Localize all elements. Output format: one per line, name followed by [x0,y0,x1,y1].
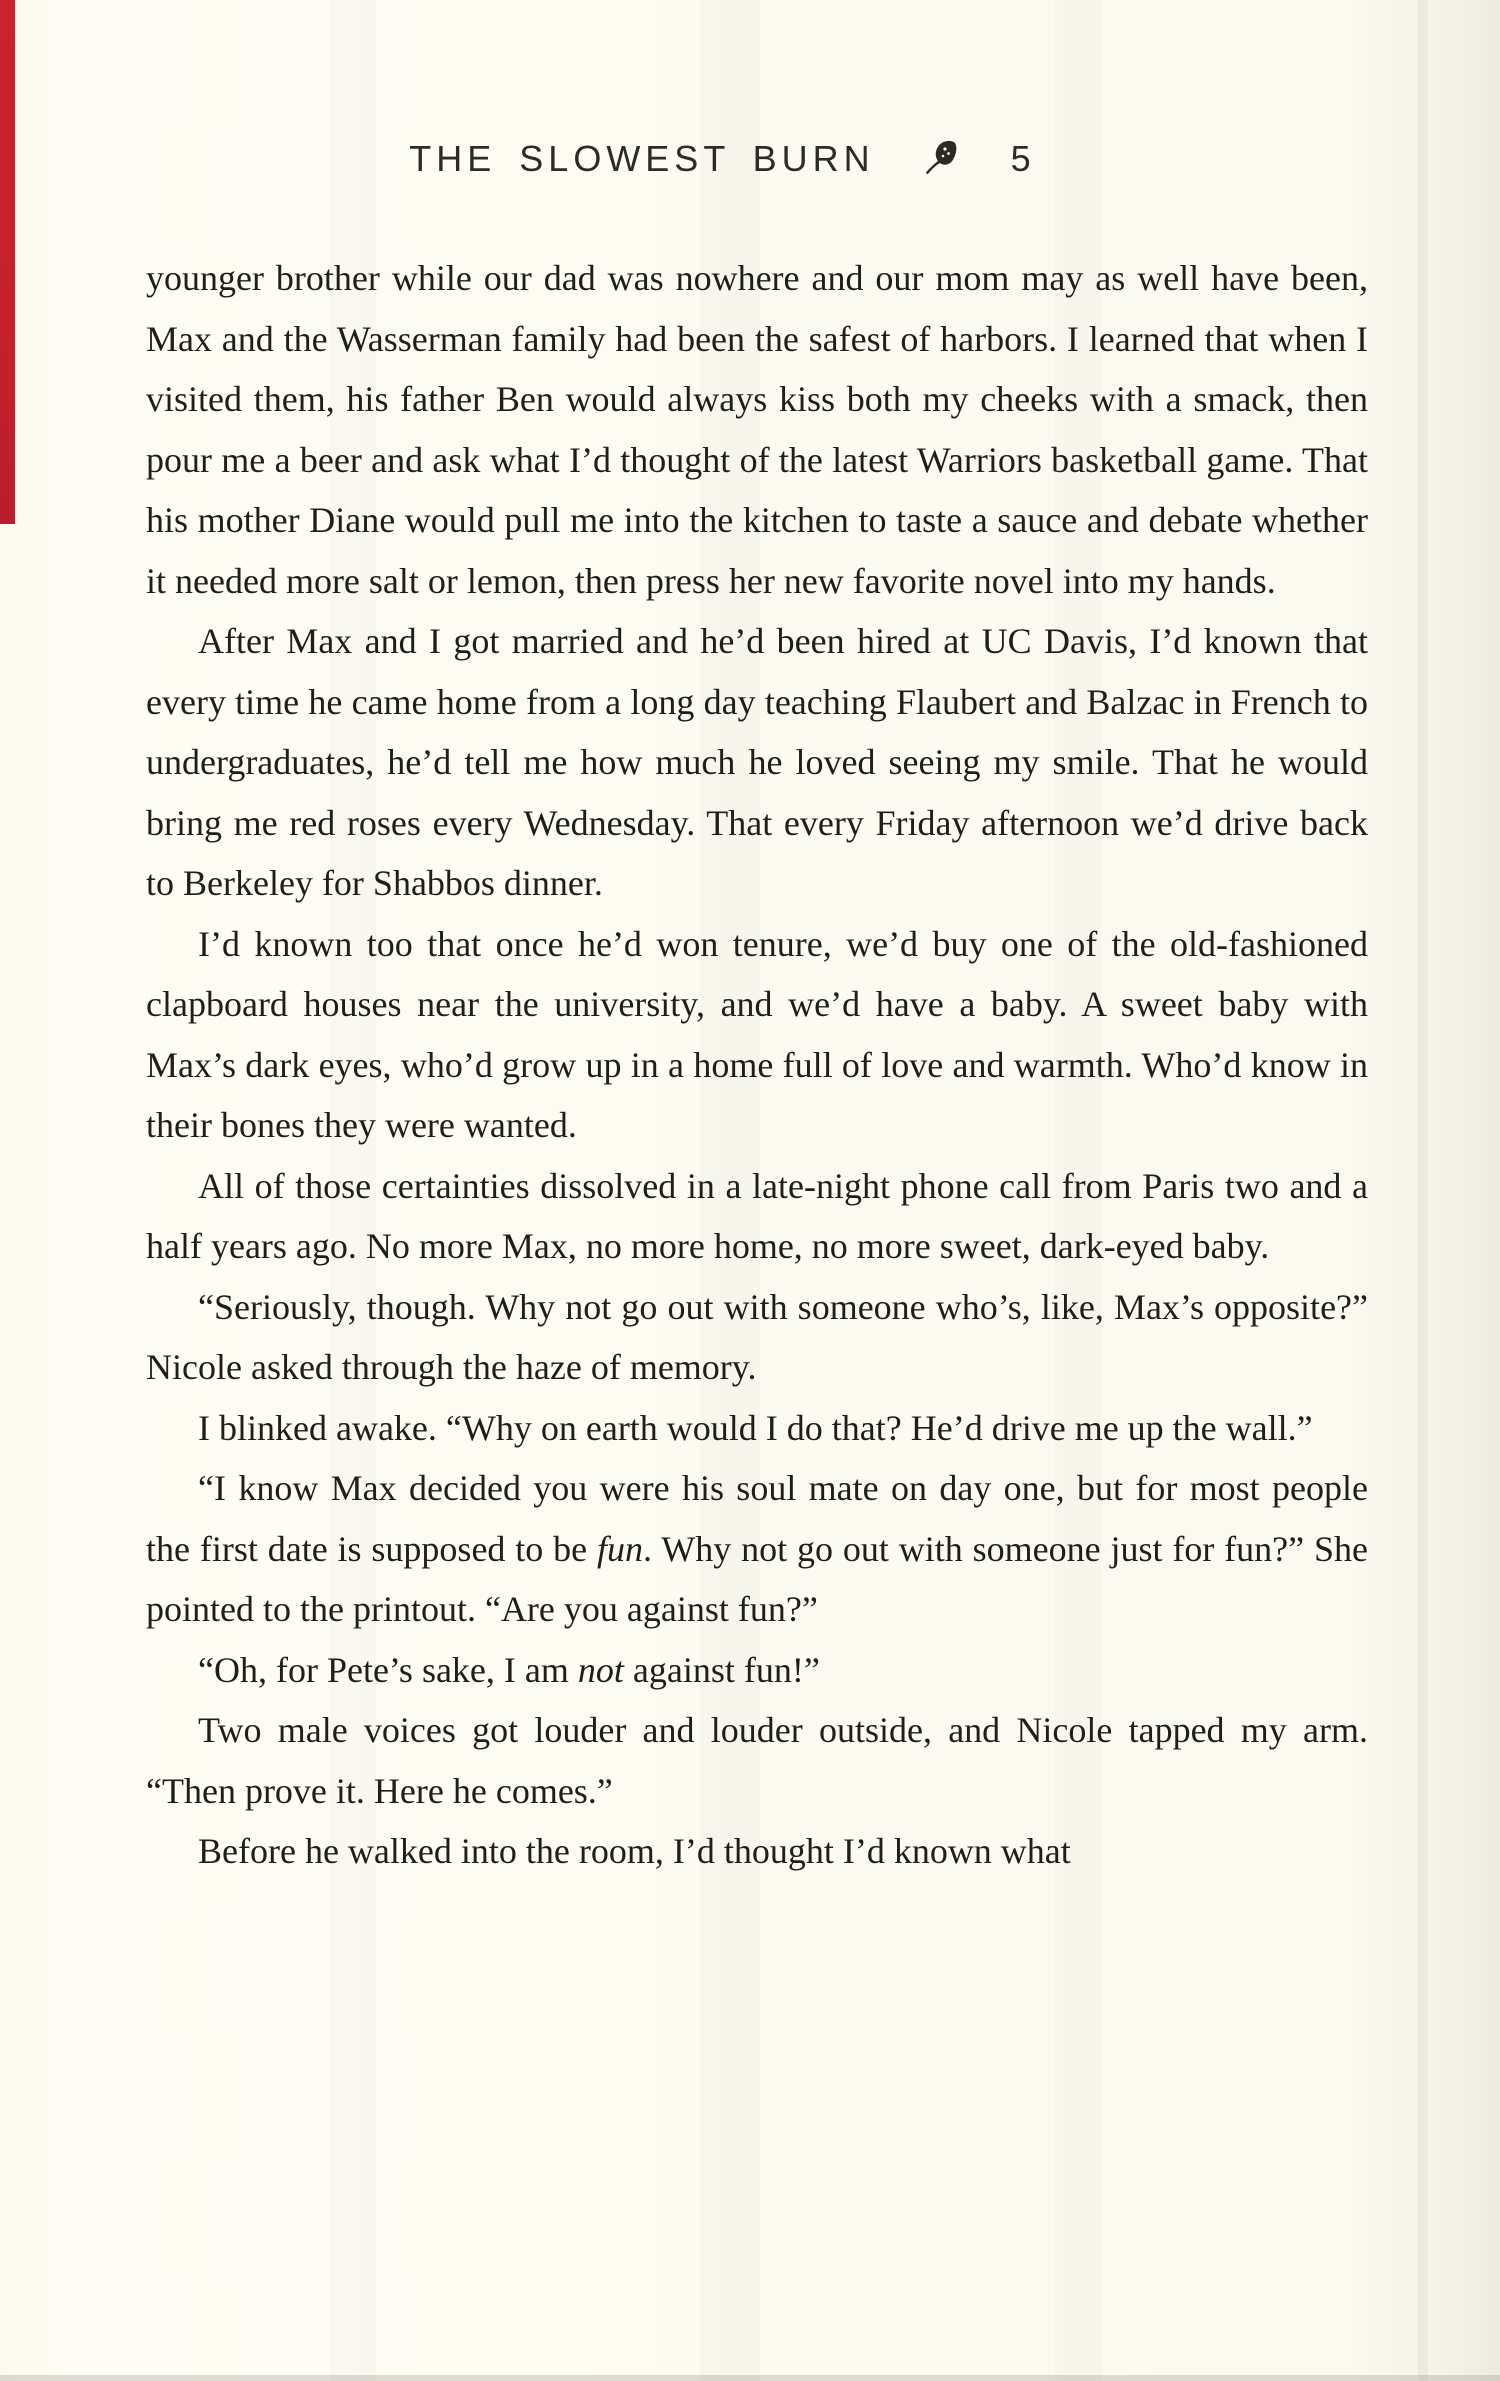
text-run: younger brother while our dad was nowhere and our mom may as well have been, Max and the Wasserman family had been the safest of harbors. I learned that when I visited them, his father Ben would always kiss both my cheeks with a smack, then pour me a beer and ask what I’d thought of the latest Warriors basketball game. That his mother Diane would pull me into the kitchen to taste a sauce and debate whether it needed more salt or lemon, then press her new favorite novel into my hands. [146,258,1368,601]
body-text [146,248,1368,1882]
running-header [0,134,1440,183]
paragraph [146,1640,1368,1701]
text-run: “I know Max decided you were his soul mate on day one, but for most people the first date is supposed to be [146,1468,1368,1569]
text-run: Before he walked into the room, I’d thought I’d known what [198,1831,1071,1871]
scan-streak [1418,0,1428,2381]
paragraph [146,1458,1368,1640]
running-title: THE SLOWEST BURN [409,137,875,179]
paragraph [146,1277,1368,1398]
text-run: against fun!” [623,1649,820,1690]
page-number: 5 [1010,137,1031,179]
text-run: “Oh, for Pete’s sake, I am [198,1649,578,1690]
paragraph [146,1821,1368,1882]
text-run: All of those certainties dissolved in a late-night phone call from Paris two and a half years ago. No more Max, no more home, no more sweet, dark-eyed baby. [146,1165,1368,1266]
paragraph [146,914,1368,1156]
italic-text-run: fun [597,1528,644,1569]
paragraph [146,611,1368,914]
text-run: . Why not go out with someone just for fun?” She pointed to the printout. “Are you against fun?” [146,1528,1368,1629]
text-run: Two male voices got louder and louder outside, and Nicole tapped my arm. “Then prove it. Here he comes.” [146,1710,1368,1811]
paragraph [146,1700,1368,1821]
scan-bottom-edge [0,2375,1500,2381]
aldus-leaf-icon [921,137,961,186]
text-run: After Max and I got married and he’d been hired at UC Davis, I’d known that every time he came home from a long day teaching Flaubert and Balzac in French to undergraduates, he’d tell me how much he loved seeing my smile. That he would bring me red roses every Wednesday. That every Friday afternoon we’d drive back to Berkeley for Shabbos dinner. [146,621,1368,903]
text-run: “Seriously, though. Why not go out with someone who’s, like, Max’s opposite?” Nicole asked through the haze of memory. [146,1286,1368,1387]
paragraph [146,248,1368,611]
paragraph [146,1398,1368,1459]
text-run: I’d known too that once he’d won tenure, we’d buy one of the old-fashioned clapboard houses near the university, and we’d have a baby. A sweet baby with Max’s dark eyes, who’d grow up in a home full of love and warmth. Who’d know in their bones they were wanted. [146,923,1368,1145]
paragraph [146,1156,1368,1277]
book-edge-red-strip [0,0,15,524]
italic-text-run: not [577,1649,624,1690]
text-run: I blinked awake. “Why on earth would I do that? He’d drive me up the wall.” [198,1407,1313,1448]
